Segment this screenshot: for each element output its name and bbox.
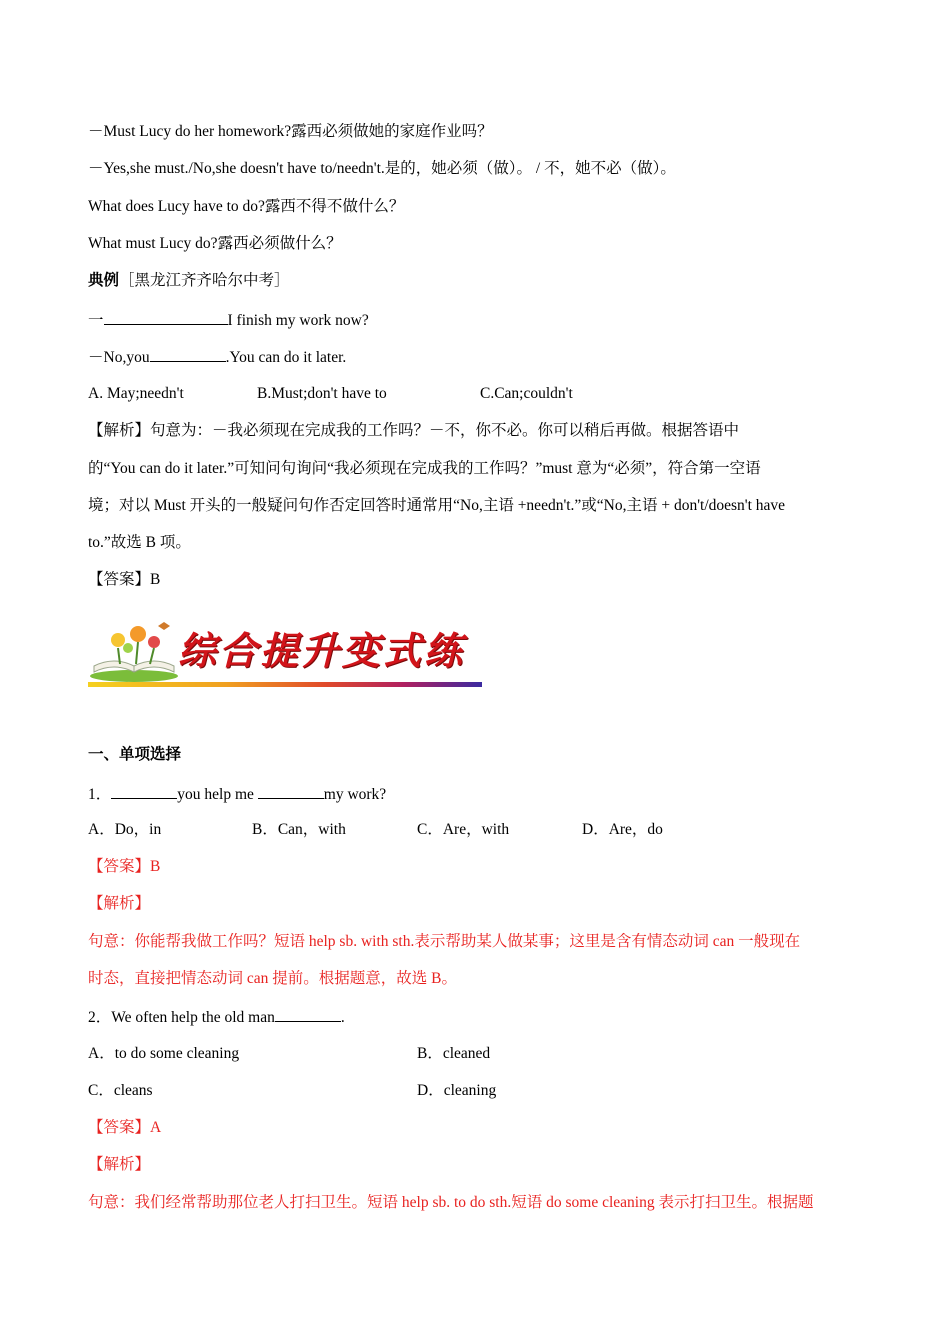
- example-question-3: What must Lucy do?露西必须做什么？: [88, 235, 342, 252]
- q1-analysis-2: 时态，直接把情态动词 can 提前。根据题意，故选 B。: [88, 970, 457, 987]
- q2-option-c: C．cleans: [88, 1082, 153, 1099]
- section-title: 一、单项选择: [88, 746, 182, 763]
- example-source: ［黑龙江齐齐哈尔中考］: [119, 272, 290, 289]
- q2-blank[interactable]: [275, 1006, 341, 1022]
- q1-option-a: A．Do，in: [88, 821, 162, 838]
- example-dialog-1: [88, 309, 369, 331]
- example-header: [88, 271, 290, 291]
- example-analysis-4: to.”故选 B 项。: [88, 534, 191, 551]
- answer-blank-2[interactable]: [150, 346, 226, 362]
- example-option-b: B.Must;don't have to: [257, 385, 387, 402]
- dialog-1-suffix: I finish my work now?: [227, 312, 369, 329]
- example-answer: 【答案】B: [88, 571, 161, 588]
- question-2: [88, 1006, 345, 1028]
- q1-blank-1[interactable]: [111, 783, 177, 799]
- dialog-2-suffix: .You can do it later.: [225, 349, 347, 366]
- q2-option-b: B．cleaned: [417, 1045, 491, 1062]
- banner-title: 综合提升变式练: [178, 628, 466, 673]
- question-2-number: 2．: [88, 1009, 112, 1026]
- open-book-icon: [88, 618, 180, 684]
- example-question-2: What does Lucy have to do?露西不得不做什么？: [88, 198, 405, 215]
- example-option-a: A. May;needn't: [88, 385, 184, 402]
- q1-analysis-1: 句意：你能帮我做工作吗？短语 help sb. with sth.表示帮助某人做某事；这里是含有情态动词 can 一般现在: [88, 933, 801, 950]
- banner-underline: [88, 682, 482, 687]
- question-1: [88, 783, 386, 805]
- q1-option-c: C．Are，with: [417, 821, 510, 838]
- example-option-c: C.Can;couldn't: [480, 385, 573, 402]
- example-analysis-2: 的“You can do it later.”可知问句询问“我必须现在完成我的工作吗？”must 意为“必须”，符合第一空语: [88, 460, 761, 477]
- q1-answer: 【答案】B: [88, 858, 161, 875]
- example-label: 典例: [88, 272, 120, 289]
- question-2-text: We often help the old man: [111, 1009, 275, 1026]
- question-1-number: 1．: [88, 786, 112, 803]
- q2-option-a: A．to do some cleaning: [88, 1045, 240, 1062]
- example-question-line: －Must Lucy do her homework?露西必须做她的家庭作业吗？: [88, 123, 493, 140]
- q1-analysis-label: 【解析】: [88, 895, 151, 912]
- q1-option-b: B．Can，with: [252, 821, 346, 838]
- answer-blank-1[interactable]: [104, 309, 228, 325]
- question-1-end: my work?: [323, 786, 387, 803]
- dialog-1-prefix: 一: [88, 312, 104, 329]
- q1-blank-2[interactable]: [258, 783, 324, 799]
- example-answer-line: －Yes,she must./No,she doesn't have to/needn't.是的，她必须（做）。 / 不，她不必（做）。: [88, 160, 676, 177]
- example-analysis-3: 境；对以 Must 开头的一般疑问句作否定回答时通常用“No,主语 +needn't.”或“No,主语 + don't/doesn't have: [88, 497, 786, 514]
- section-banner: [88, 618, 484, 690]
- q1-option-d: D．Are，do: [582, 821, 663, 838]
- q2-analysis-label: 【解析】: [88, 1156, 151, 1173]
- q2-option-d: D．cleaning: [417, 1082, 497, 1099]
- question-1-mid: you help me: [177, 786, 258, 803]
- dialog-2-prefix: －No,you: [88, 349, 150, 366]
- example-analysis-1: 【解析】句意为：－我必须现在完成我的工作吗？－不，你不必。你可以稍后再做。根据答语中: [88, 422, 740, 439]
- q2-analysis-1: 句意：我们经常帮助那位老人打扫卫生。短语 help sb. to do sth.短语 do some cleaning 表示打扫卫生。根据题: [88, 1194, 814, 1211]
- example-dialog-2: [88, 346, 346, 368]
- q2-answer: 【答案】A: [88, 1119, 162, 1136]
- question-2-end: .: [340, 1009, 345, 1026]
